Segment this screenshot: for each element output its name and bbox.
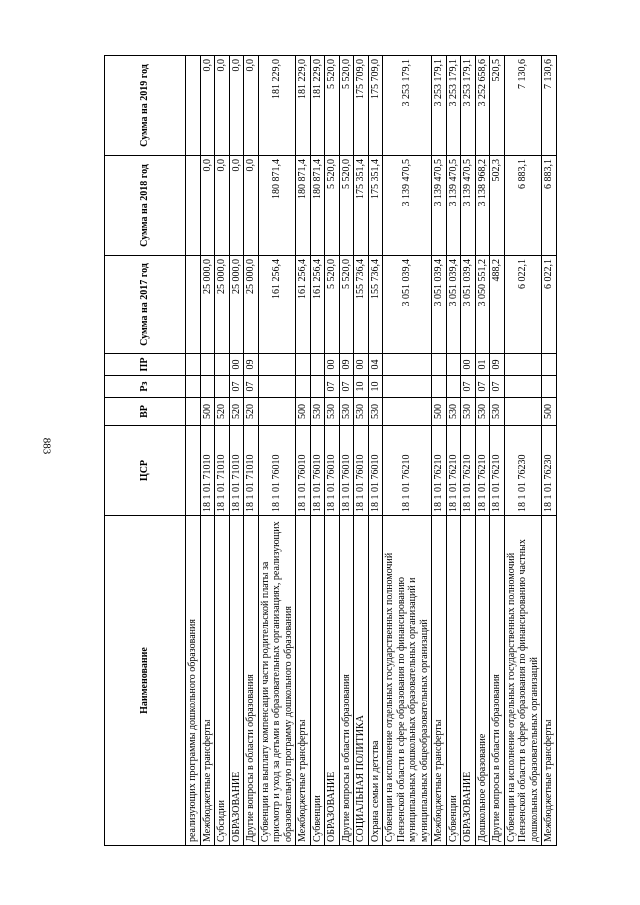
cell-sum-2018: 180 871,4 xyxy=(296,156,311,256)
cell-sum-2019: 0,0 xyxy=(244,56,259,156)
page-number: 883 xyxy=(40,437,53,455)
cell-csr: 18 1 01 76210 xyxy=(490,426,505,516)
cell-csr: 18 1 01 76010 xyxy=(368,426,383,516)
cell-csr: 18 1 01 76010 xyxy=(339,426,354,516)
cell-vr: 530 xyxy=(475,398,490,426)
table-row xyxy=(186,56,201,846)
cell-vr: 520 xyxy=(229,398,244,426)
cell-name: Межбюджетные трансферты xyxy=(200,516,215,846)
cell-pr: 00 xyxy=(325,354,340,376)
cell-sum-2017: 25 000,0 xyxy=(229,256,244,354)
cell-sum-2018: 5 520,0 xyxy=(339,156,354,256)
cell-name: реализующих программы дошкольного образования xyxy=(186,516,201,846)
cell-name: СОЦИАЛЬНАЯ ПОЛИТИКА xyxy=(354,516,369,846)
cell-vr: 530 xyxy=(354,398,369,426)
cell-csr: 18 1 01 76010 xyxy=(354,426,369,516)
cell-pr: 01 xyxy=(475,354,490,376)
cell-sum-2018: 3 139 470,5 xyxy=(446,156,461,256)
cell-pr xyxy=(383,354,432,376)
cell-sum-2018: 502,3 xyxy=(490,156,505,256)
cell-csr: 18 1 01 76210 xyxy=(446,426,461,516)
cell-name: ОБРАЗОВАНИЕ xyxy=(229,516,244,846)
cell-sum-2017: 155 736,4 xyxy=(354,256,369,354)
cell-rz xyxy=(383,376,432,398)
cell-sum-2019: 175 709,0 xyxy=(368,56,383,156)
cell-sum-2017: 5 520,0 xyxy=(325,256,340,354)
table-row xyxy=(296,56,311,846)
cell-vr: 530 xyxy=(490,398,505,426)
cell-rz xyxy=(504,376,542,398)
cell-sum-2017: 161 256,4 xyxy=(310,256,325,354)
cell-csr: 18 1 01 76010 xyxy=(310,426,325,516)
table-row xyxy=(432,56,447,846)
cell-name: Охрана семьи и детства xyxy=(368,516,383,846)
cell-csr: 18 1 01 71010 xyxy=(244,426,259,516)
cell-rz: 07 xyxy=(325,376,340,398)
header-pr: ПР xyxy=(105,354,186,376)
cell-sum-2019: 5 520,0 xyxy=(325,56,340,156)
cell-rz xyxy=(200,376,215,398)
cell-pr xyxy=(504,354,542,376)
cell-rz: 07 xyxy=(490,376,505,398)
header-name: Наименование xyxy=(105,516,186,846)
cell-sum-2019: 0,0 xyxy=(215,56,230,156)
cell-sum-2017: 6 022,1 xyxy=(504,256,542,354)
cell-pr: 09 xyxy=(244,354,259,376)
cell-name: ОБРАЗОВАНИЕ xyxy=(325,516,340,846)
cell-pr: 00 xyxy=(229,354,244,376)
cell-vr: 500 xyxy=(296,398,311,426)
cell-sum-2018: 0,0 xyxy=(215,156,230,256)
cell-sum-2019: 175 709,0 xyxy=(354,56,369,156)
cell-vr xyxy=(258,398,296,426)
table-row xyxy=(446,56,461,846)
cell-pr: 04 xyxy=(368,354,383,376)
cell-vr: 530 xyxy=(339,398,354,426)
cell-name: Межбюджетные трансферты xyxy=(542,516,557,846)
cell-pr xyxy=(215,354,230,376)
cell-csr: 18 1 01 71010 xyxy=(200,426,215,516)
cell-sum-2017: 3 051 039,4 xyxy=(461,256,476,354)
cell-csr: 18 1 01 76210 xyxy=(432,426,447,516)
table-container xyxy=(104,56,640,846)
cell-pr xyxy=(200,354,215,376)
cell-sum-2017: 25 000,0 xyxy=(200,256,215,354)
rotated-page xyxy=(104,59,640,846)
cell-vr: 500 xyxy=(200,398,215,426)
header-rz: Рз xyxy=(105,376,186,398)
cell-sum-2019: 7 130,6 xyxy=(504,56,542,156)
table-header xyxy=(105,56,186,846)
cell-pr xyxy=(542,354,557,376)
table-row xyxy=(244,56,259,846)
cell-sum-2018: 180 871,4 xyxy=(258,156,296,256)
cell-pr: 09 xyxy=(339,354,354,376)
cell-rz: 07 xyxy=(244,376,259,398)
table-row xyxy=(461,56,476,846)
cell-sum-2018: 6 883,1 xyxy=(504,156,542,256)
cell-sum-2019: 181 229,0 xyxy=(296,56,311,156)
cell-sum-2019: 3 252 658,6 xyxy=(475,56,490,156)
table-row xyxy=(200,56,215,846)
cell-sum-2019: 0,0 xyxy=(229,56,244,156)
cell-rz xyxy=(310,376,325,398)
cell-csr: 18 1 01 71010 xyxy=(229,426,244,516)
cell-rz: 07 xyxy=(475,376,490,398)
cell-sum-2019: 3 253 179,1 xyxy=(383,56,432,156)
cell-sum-2017: 161 256,4 xyxy=(258,256,296,354)
cell-sum-2017: 488,2 xyxy=(490,256,505,354)
cell-vr: 530 xyxy=(325,398,340,426)
cell-csr: 18 1 01 76210 xyxy=(461,426,476,516)
cell-sum-2017: 5 520,0 xyxy=(339,256,354,354)
cell-sum-2019: 5 520,0 xyxy=(339,56,354,156)
header-sum-2019: Сумма на 2019 год xyxy=(105,56,186,156)
cell-pr xyxy=(186,354,201,376)
cell-csr: 18 1 01 76010 xyxy=(258,426,296,516)
cell-rz: 10 xyxy=(354,376,369,398)
cell-rz: 07 xyxy=(461,376,476,398)
cell-sum-2019: 3 253 179,1 xyxy=(432,56,447,156)
cell-name: Субвенции на исполнение отдельных государственных полномочий Пензенской области в сфере образования по финансированию частных дошкольных образовательных организаций xyxy=(504,516,542,846)
cell-csr: 18 1 01 76210 xyxy=(383,426,432,516)
cell-rz: 10 xyxy=(368,376,383,398)
cell-sum-2017 xyxy=(186,256,201,354)
header-sum-2017: Сумма на 2017 год xyxy=(105,256,186,354)
cell-sum-2017: 3 050 551,2 xyxy=(475,256,490,354)
cell-csr: 18 1 01 76230 xyxy=(504,426,542,516)
cell-sum-2019: 520,5 xyxy=(490,56,505,156)
cell-vr: 500 xyxy=(542,398,557,426)
cell-name: Другие вопросы в области образования xyxy=(490,516,505,846)
budget-table xyxy=(104,55,557,846)
table-row xyxy=(339,56,354,846)
cell-sum-2018: 5 520,0 xyxy=(325,156,340,256)
header-csr: ЦСР xyxy=(105,426,186,516)
cell-name: Другие вопросы в области образования xyxy=(244,516,259,846)
cell-sum-2018 xyxy=(186,156,201,256)
cell-sum-2017: 3 051 039,4 xyxy=(383,256,432,354)
cell-name: Субсидии xyxy=(215,516,230,846)
cell-sum-2019: 3 253 179,1 xyxy=(446,56,461,156)
cell-sum-2019: 3 253 179,1 xyxy=(461,56,476,156)
cell-sum-2017: 3 051 039,4 xyxy=(432,256,447,354)
cell-csr: 18 1 01 76210 xyxy=(475,426,490,516)
cell-sum-2019: 7 130,6 xyxy=(542,56,557,156)
cell-rz xyxy=(296,376,311,398)
cell-name: Субвенции xyxy=(446,516,461,846)
cell-sum-2017: 25 000,0 xyxy=(244,256,259,354)
cell-rz xyxy=(446,376,461,398)
cell-pr: 00 xyxy=(354,354,369,376)
cell-rz: 07 xyxy=(229,376,244,398)
cell-sum-2017: 161 256,4 xyxy=(296,256,311,354)
cell-vr xyxy=(504,398,542,426)
cell-pr: 00 xyxy=(461,354,476,376)
cell-sum-2019: 181 229,0 xyxy=(310,56,325,156)
cell-sum-2017: 25 000,0 xyxy=(215,256,230,354)
cell-sum-2018: 175 351,4 xyxy=(354,156,369,256)
cell-vr: 520 xyxy=(244,398,259,426)
cell-vr: 520 xyxy=(215,398,230,426)
cell-sum-2018: 3 138 968,2 xyxy=(475,156,490,256)
cell-sum-2018: 0,0 xyxy=(229,156,244,256)
cell-name: Межбюджетные трансферты xyxy=(432,516,447,846)
table-row xyxy=(215,56,230,846)
table-row xyxy=(354,56,369,846)
cell-sum-2018: 180 871,4 xyxy=(310,156,325,256)
cell-csr: 18 1 01 76010 xyxy=(296,426,311,516)
cell-csr xyxy=(186,426,201,516)
table-row xyxy=(490,56,505,846)
cell-pr xyxy=(310,354,325,376)
cell-rz xyxy=(215,376,230,398)
cell-name: ОБРАЗОВАНИЕ xyxy=(461,516,476,846)
cell-vr: 530 xyxy=(310,398,325,426)
header-row xyxy=(105,56,186,846)
header-vr: ВР xyxy=(105,398,186,426)
cell-rz xyxy=(186,376,201,398)
cell-pr xyxy=(446,354,461,376)
cell-sum-2019 xyxy=(186,56,201,156)
cell-name: Межбюджетные трансферты xyxy=(296,516,311,846)
cell-sum-2017: 155 736,4 xyxy=(368,256,383,354)
cell-name: Субвенции xyxy=(310,516,325,846)
table-row xyxy=(368,56,383,846)
table-row xyxy=(542,56,557,846)
cell-vr: 530 xyxy=(446,398,461,426)
cell-rz xyxy=(258,376,296,398)
cell-rz xyxy=(432,376,447,398)
cell-sum-2018: 3 139 470,5 xyxy=(461,156,476,256)
cell-sum-2018: 3 139 470,5 xyxy=(432,156,447,256)
cell-sum-2017: 3 051 039,4 xyxy=(446,256,461,354)
cell-rz xyxy=(542,376,557,398)
cell-vr xyxy=(383,398,432,426)
cell-pr xyxy=(432,354,447,376)
table-body xyxy=(186,56,557,846)
cell-sum-2018: 3 139 470,5 xyxy=(383,156,432,256)
cell-sum-2019: 0,0 xyxy=(200,56,215,156)
cell-csr: 18 1 01 76010 xyxy=(325,426,340,516)
cell-sum-2018: 175 351,4 xyxy=(368,156,383,256)
cell-sum-2017: 6 022,1 xyxy=(542,256,557,354)
cell-vr xyxy=(186,398,201,426)
cell-pr xyxy=(296,354,311,376)
cell-vr: 500 xyxy=(432,398,447,426)
header-sum-2018: Сумма на 2018 год xyxy=(105,156,186,256)
cell-pr xyxy=(258,354,296,376)
cell-name: Другие вопросы в области образования xyxy=(339,516,354,846)
table-row xyxy=(504,56,542,846)
cell-name: Дошкольное образование xyxy=(475,516,490,846)
cell-vr: 530 xyxy=(461,398,476,426)
cell-name: Субвенции на исполнение отдельных государственных полномочий Пензенской области в сфере образования по финансированию муниципальных дошкольных образовательных организаций и муниципальных общеобразовательных организаций xyxy=(383,516,432,846)
cell-sum-2018: 0,0 xyxy=(200,156,215,256)
cell-sum-2018: 6 883,1 xyxy=(542,156,557,256)
cell-sum-2018: 0,0 xyxy=(244,156,259,256)
table-row xyxy=(383,56,432,846)
cell-name: Субвенции на выплату компенсации части родительской платы за присмотр и уход за детьми в образовательных организациях, реализующих образовательную программу дошкольного образования xyxy=(258,516,296,846)
cell-rz: 07 xyxy=(339,376,354,398)
table-row xyxy=(310,56,325,846)
table-row xyxy=(229,56,244,846)
cell-csr: 18 1 01 76230 xyxy=(542,426,557,516)
table-row xyxy=(475,56,490,846)
cell-sum-2019: 181 229,0 xyxy=(258,56,296,156)
table-row xyxy=(325,56,340,846)
table-row xyxy=(258,56,296,846)
cell-pr: 09 xyxy=(490,354,505,376)
cell-csr: 18 1 01 71010 xyxy=(215,426,230,516)
cell-vr: 530 xyxy=(368,398,383,426)
